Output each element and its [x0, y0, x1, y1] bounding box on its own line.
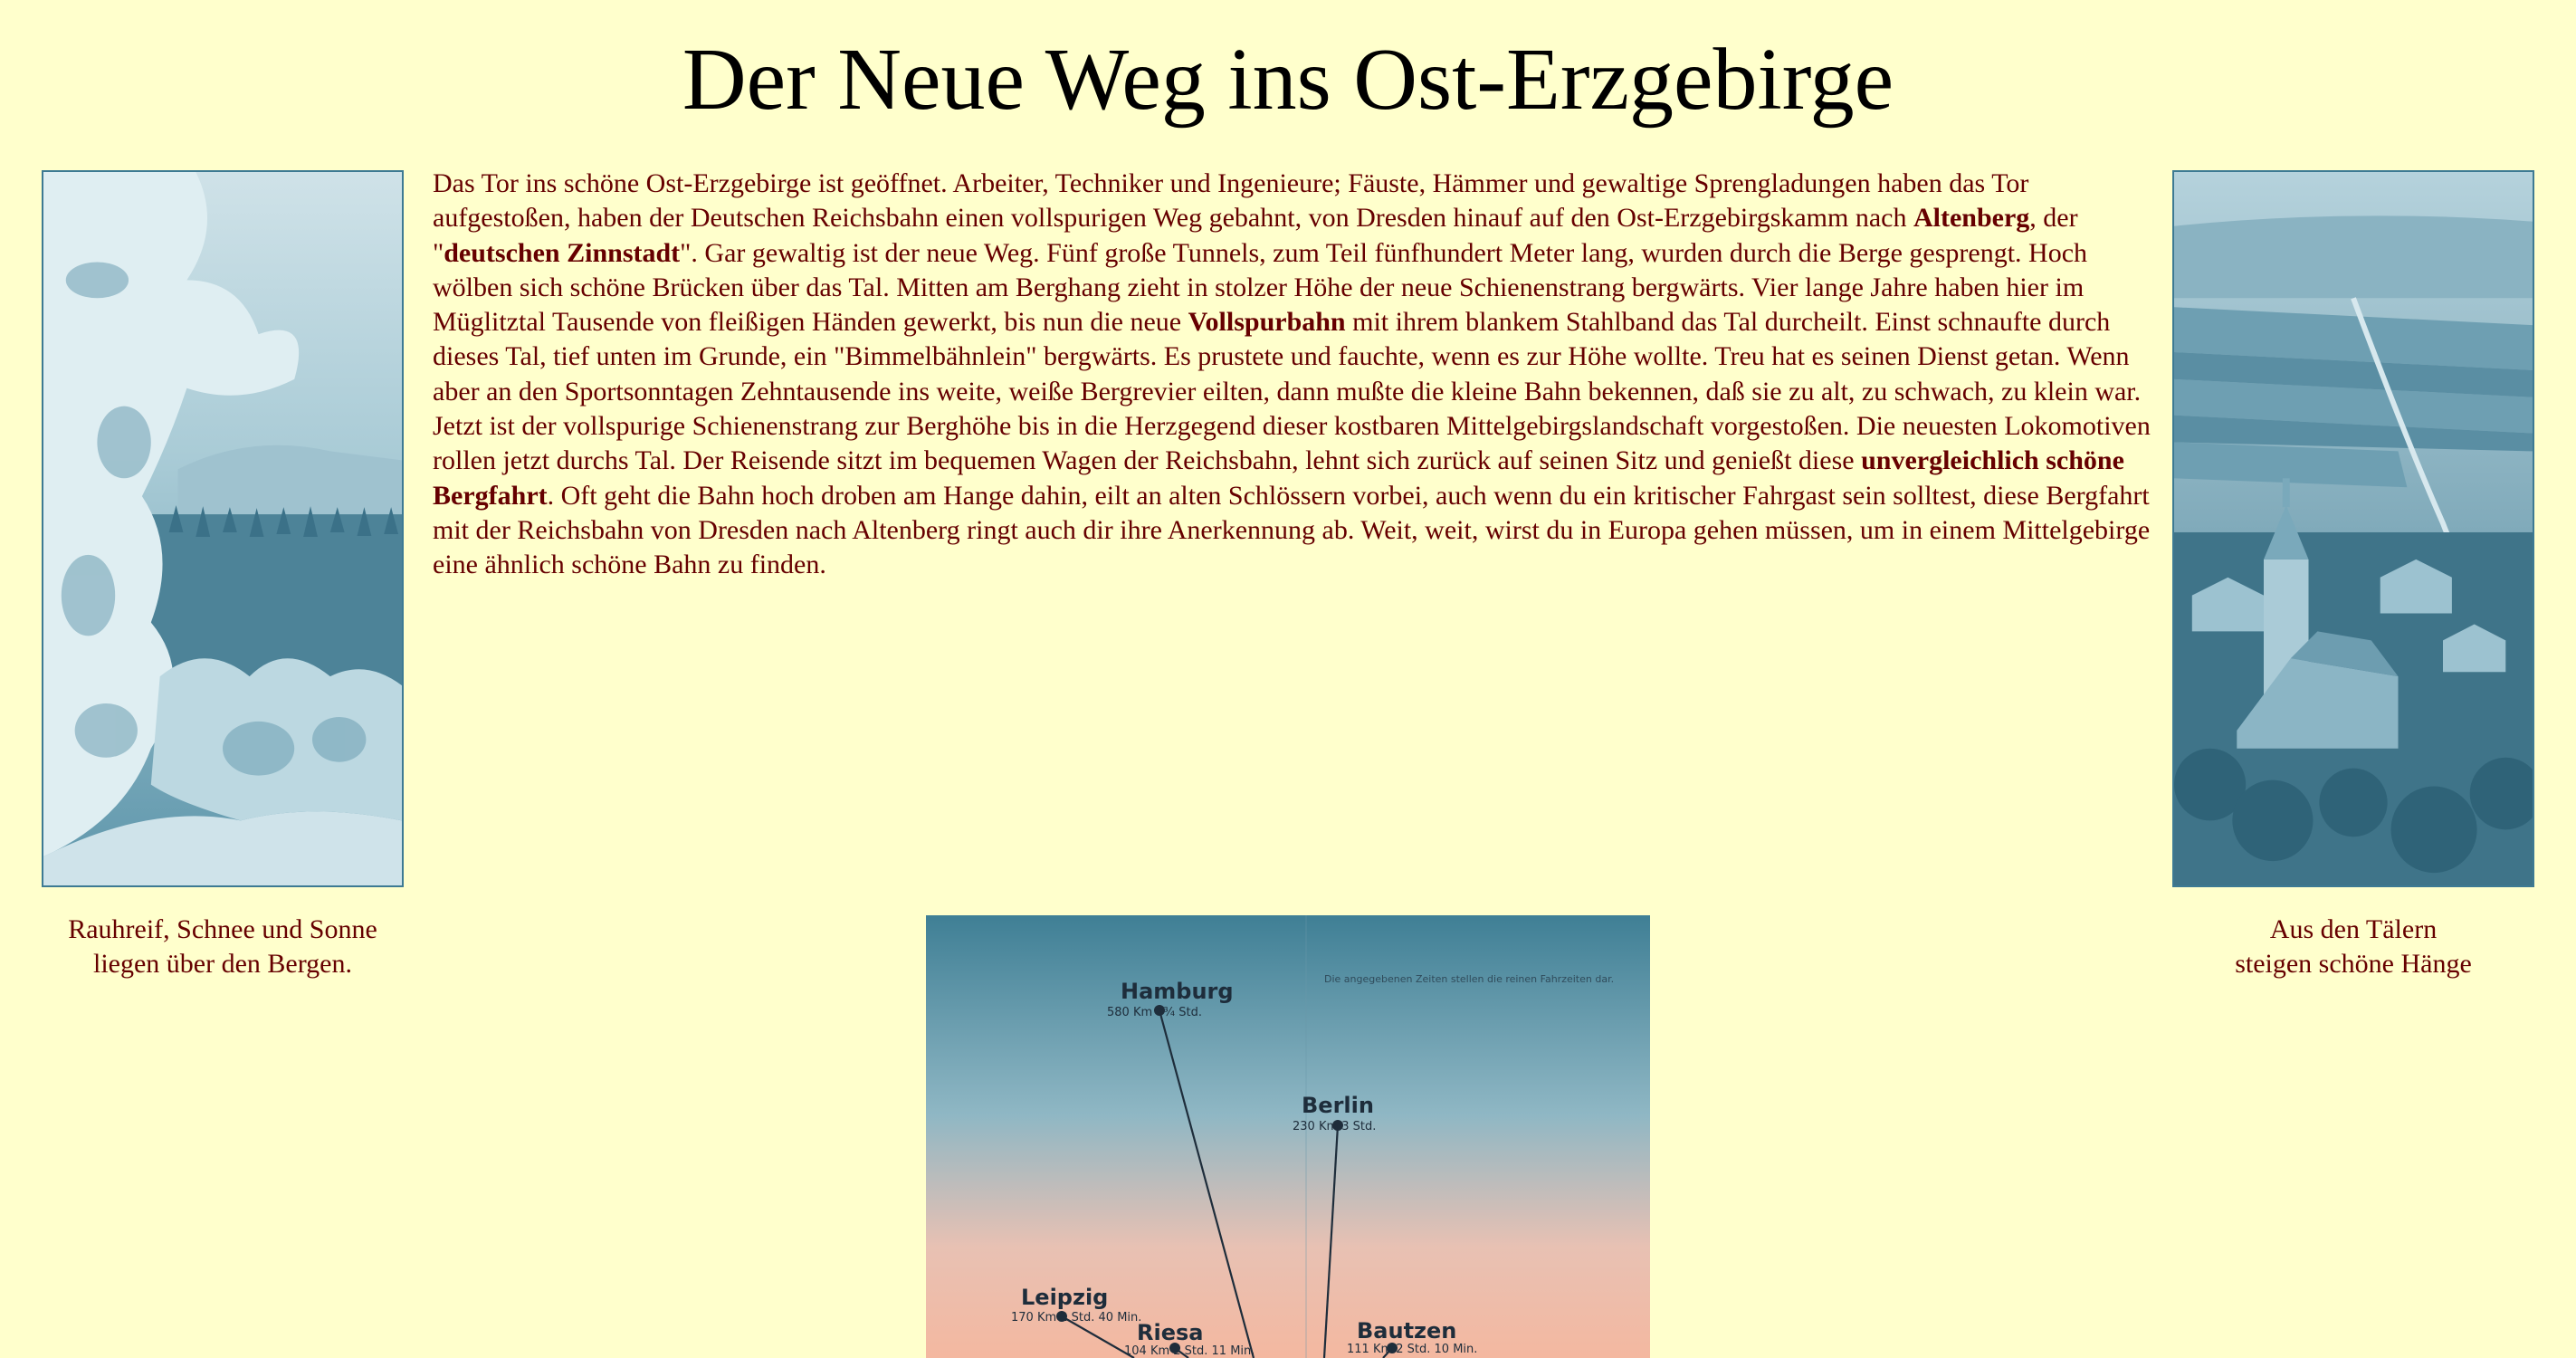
- article-text-4: mit ihrem blankem Stahlband das Tal durcheilt. Einst schnaufte durch dieses Tal, tief unten im Grunde, ein "Bimmelbähnlein" bergwärts. Es prustete und fauchte, wenn es zur Höhe wollte. Treu hat es seinen Dienst getan. Wenn aber an den Sportsonntagen Zehntausende ins weite, weiße Bergrevier eilten, dann mußte die kleine Bahn bekennen, daß sie zu alt, zu schwach, zu klein war. Jetzt ist der vollspurige Schienenstrang zur Berghöhe bis in die Herzgegend dieser kostbaren Mittelgebirgslandschaft vorgestoßen. Die neuesten Lokomotiven rollen jetzt durchs Tal. Der Reisende sitzt im bequemen Wagen der Reichsbahn, lehnt sich zurück auf seinen Sitz und genießt diese: [433, 307, 2151, 476]
- article-text-1: Das Tor ins schöne Ost-Erzgebirge ist geöffnet. Arbeiter, Techniker und Ingenieure; Fäuste, Hämmer und gewaltige Sprengladungen haben das Tor aufgestoßen, haben der Deutschen Reichsbahn einen vollspurigen Weg gebahnt, von Dresden hinauf auf den Ost-Erzgebirgskamm nach: [433, 168, 2029, 234]
- highlight-altenberg: Altenberg: [1913, 203, 2030, 234]
- map-info-riesa: 104 Km 2 Std. 11 Min.: [1124, 1344, 1255, 1358]
- map-info-berlin: 230 Km 3 Std.: [1293, 1120, 1377, 1133]
- article-text-2: , der ": [433, 203, 2078, 268]
- map-city-leipzig: Leipzig: [1021, 1285, 1109, 1310]
- map-info-leipzig: 170 Km 2 Std. 40 Min.: [1011, 1311, 1142, 1325]
- article-text-3: ". Gar gewaltig ist der neue Weg. Fünf große Tunnels, zum Teil fünfhundert Meter lang, wurden durch die Berge gesprengt. Hoch wölben sich schöne Brücken über das Tal. Mitten am Berghang zieht in stolzer Höhe der neue Schienenstrang bergwärts. Vier lange Jahre haben hier im Müglitztal Tausende von fleißigen Händen gewerkt, bis nun die neue: [433, 237, 2088, 338]
- page-title: Der Neue Weg ins Ost-Erzgebirge: [682, 31, 1894, 129]
- caption-village-church: [2172, 913, 2534, 981]
- caption-frosted-trees: [42, 913, 404, 981]
- caption-left-line-1: Rauhreif, Schnee und Sonne: [68, 914, 377, 944]
- map-city-hamburg: Hamburg: [1121, 979, 1234, 1004]
- highlight-vollspurbahn: Vollspurbahn: [1188, 307, 1346, 338]
- article-body: [433, 167, 2152, 583]
- map-info-hamburg: 580 Km 7¾ Std.: [1107, 1006, 1203, 1019]
- photo-village-church: [2172, 170, 2534, 887]
- highlight-zinnstadt: deutschen Zinnstadt: [444, 237, 681, 268]
- caption-right-line-1: Aus den Tälern: [2269, 914, 2438, 944]
- map-city-riesa: Riesa: [1137, 1320, 1204, 1345]
- map-note: Die angegebenen Zeiten stellen die reinen Fahrzeiten dar.: [1324, 973, 1615, 985]
- highlight-bergfahrt: unvergleichlich schöne Bergfahrt: [433, 445, 2124, 511]
- photo-frosted-trees: [42, 170, 404, 887]
- map-city-berlin: Berlin: [1302, 1093, 1374, 1118]
- map-city-bautzen: Bautzen: [1357, 1318, 1457, 1344]
- caption-left-line-2: liegen über den Bergen.: [92, 949, 352, 979]
- caption-right-line-2: steigen schöne Hänge: [2235, 949, 2472, 979]
- article-text-5: . Oft geht die Bahn hoch droben am Hange dahin, eilt an alten Schlössern vorbei, auch wenn du ein kritischer Fahrgast sein solltest, diese Bergfahrt mit der Reichsbahn von Dresden nach Altenberg ringt auch dir ihre Anerkennung ab. Weit, weit, wirst du in Europa gehen müssen, um in einem Mittelgebirge eine ähnlich schöne Bahn zu finden.: [433, 480, 2151, 580]
- map-info-bautzen: 111 Km 2 Std. 10 Min.: [1347, 1343, 1478, 1356]
- rail-connection-map: [926, 915, 1650, 1358]
